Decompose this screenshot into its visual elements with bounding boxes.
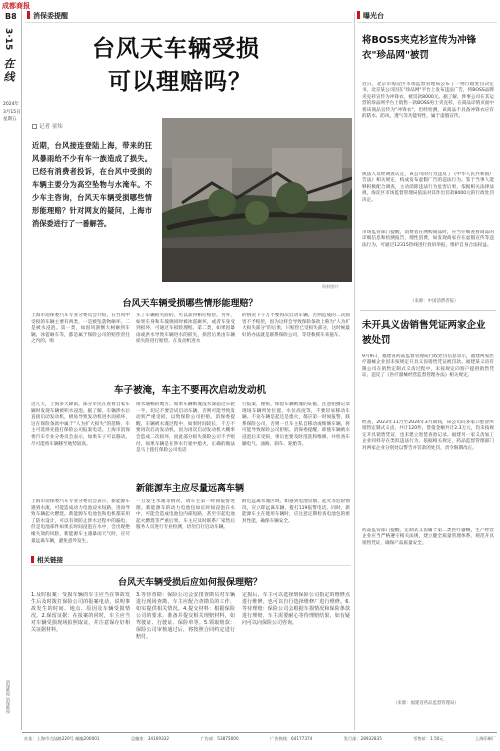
section2-col1: 这几天，上海多天降雨，部分市民在查看自家车辆时发现车辆被积水浸泡。据了解，车辆涉水后直接启动发动机，极易导致发动机进水而损坏，这在保险条款中属于"人为扩大损失"的范畴，车主可选择先拨打保险公司报案电话。上海市消保委汽车专业分委员会表示，如果车子可以移动，尽可能将车辆移至地势较高、 <box>31 402 130 447</box>
footer-ads: 广告部：53875000 <box>200 736 239 741</box>
section-brand: 在线 <box>2 58 15 84</box>
section3-col2: 一旦发生水淹等情况，请车主第一时间报警处理。新能源车的动力电池包如长时间浸泡在水中，可能会造成电池包内部短路，甚至引起电池起火燃烧等严重后果。车主应及时联系厂家售后服务人员进行专业检测，切勿自行启动车辆。 <box>136 499 235 531</box>
news-photo <box>162 118 352 282</box>
masthead-logo: 成都商报 <box>2 2 30 10</box>
section3-col1: 上海市消保委汽车专业分委员会表示，新能源车遇到水淹，可能造成动力电池浸水短路，进而导致车辆起火燃烧。新能源车电池包和电机都采用了防水设计，可以有效防止涉水过程中的漏电，但是电池部件如果长时间浸泡在水中，会出现绝缘失效的风险，新能源车主遇暴雨天气时，应尽量远离车辆，避免意外发生。 <box>31 499 130 544</box>
section4-col1: 1.及时报案：受损车辆的车主应当在事故发生后及时拨打保险公司的报案电话，说明事故发生的时间、地点、原因及车辆受损情况。2.保留证据：在报案的同时，车主应当对车辆受损现场拍照取证，并注意保存好相关证据材料。 <box>31 592 130 633</box>
right-headline-1: 将BOSS夹克衫宣传为冲锋衣"珍品网"被罚 <box>362 35 477 61</box>
right-source-1: （来源：中国消费者报） <box>410 299 459 304</box>
section3-col3: 附近远离水淹区域，如遇到电池冒烟、起火等危险情况，应立即远离车辆，拨打119报警电话。同时，新能源车主在使用车辆时，应注意定期检查电池包的密封性能，确保车辆安全。 <box>242 499 350 524</box>
section4-title: 台风天车辆受损后应如何报保理赔？ <box>117 578 262 588</box>
section1-title: 台风天车辆受损哪些情形能理赔？ <box>122 299 258 309</box>
right-body-5: 经查，2023年11月至2024年3月期间，该公司向多家口腔诊所销售定制式义齿，共计120件，货值金额共计2.3万元，均未按规定开具销售凭证，也未建立进货查验记录。福建另一家义齿加工企业同样存在类似违法行为。依据相关规定，药品监督管理部门对两家企业分别处以警告并罚款的处罚，责令限期改正。 <box>362 420 494 451</box>
section2-title: 车子被淹，车主不要再次启动发动机 <box>113 385 266 396</box>
footer-address: 社址：上海市大陆路220号 邮编200001 <box>24 736 100 741</box>
date-year: 2024年 <box>3 102 19 107</box>
right-body-1: 近日，北京市海淀区市场监督管理局公布了一则行政处罚决定书，北京某公司因在"珍品网"平台上发布违法广告，将BOSS品牌夹克衫宣传为冲锋衣，被罚款8000元。据了解，涉事公司在其运营的珍品网平台上销售一款BOSS男士夹克衫，在商品详情页面中将该商品宣传为"冲锋衣"，但经检测，该商品不具备冲锋衣应有的防水、防风、透气等功能特性，属于虚假宣传。 <box>362 82 494 120</box>
date-weekday: 星期五 <box>3 117 17 122</box>
top-rule-right <box>357 22 497 23</box>
right-headline-2: 未开具义齿销售凭证两家企业被处罚 <box>362 320 486 346</box>
photo-credit: 资料图片 <box>322 284 339 289</box>
section-tag-right: 曝光台 <box>357 11 384 21</box>
footer-rule <box>22 732 497 733</box>
byline-icon <box>32 124 37 129</box>
top-rule <box>25 22 352 23</box>
date-day: 3月15日 <box>3 110 21 115</box>
right-body-4: 9月9日，福建省药品监督管理局行政处罚信息显示，福建两家医疗器械企业因未按规定开具义齿销售凭证被罚款。福建某义齿有限公司在销售定制式义齿过程中，未按规定向客户提供销售凭证，违反了《医疗器械经营监督管理办法》相关规定。 <box>362 354 494 379</box>
right-body-6: 药品监管部门提醒，定制式义齿属于第二类医疗器械，生产经营企业应当严格遵守相关法规，建立健全质量管理体系，规范开具销售凭证，确保产品质量安全。 <box>362 528 494 546</box>
headline-line1: 台风天车辆受损 <box>92 36 260 62</box>
headline-line2: 可以理赔吗？ <box>108 69 252 95</box>
section1-col2: 买了车辆损失险的，可以获得相应赔偿。另外，如果车身和车玻璃同时被冰雹砸坏，或者车身受到损坏，可通过车损险理赔。第二类，如果因暴雨或洪水导致车辆进水的损失，损害后果由车辆损失险进行赔偿。在发动机进水 <box>136 313 235 345</box>
right-body-3: 市场监管部门提醒，消费者在网购商品时，应当仔细查看商品的详细信息和检测报告，理性消费，如发现商家存在虚假宣传等违法行为，可通过12315热线进行投诉举报，维护自身合法权益。 <box>362 230 494 248</box>
fallen-tree-illustration <box>162 118 352 282</box>
section1-col1: 上海市消保委汽车专业分委员会介绍，在台风中受损的车辆主要有两类，一是被坠落物砸坏，二是被水浸泡。第一类，如因风刮倒大树砸到车辆、冰雹砸车等，都是属于保险公司的赔偿责任之内的。购 <box>31 313 130 345</box>
sidebar-bottom-text: 消保维权 消保维权 <box>6 680 11 714</box>
byline: 记者 童炜 <box>32 122 63 130</box>
footer-editor: 总编室：34109332 <box>131 736 170 741</box>
right-divider <box>360 310 496 311</box>
right-body-2: 执法人员经调查认定，该公司的行为违反了《中华人民共和国广告法》相关规定，构成发布虚假广告的违法行为。鉴于当事人能够积极配合调查，主动消除违法行为危害后果，依据相关法律法规，海淀区市场监督管理局依法对其作出罚款8000元的行政处罚决定。 <box>362 172 494 203</box>
related-link-tag: 相关链接 <box>31 555 63 564</box>
section4-col2: 3.等待查勘：保险公司会安排查勘员对车辆进行现场查勘，车主应配合查勘员的工作，如实提供相关情况。4.提交材料：根据保险公司的要求，准备并提交相关理赔材料，如驾驶证、行驶证、保险单等。5.领取赔款：保险公司审核通过后，将按照合同约定进行赔付。 <box>136 592 235 640</box>
related-rule <box>31 565 351 566</box>
lead-paragraph: 近期，台风接连登陆上海，带来的狂风暴雨给不少有车一族造成了损失。已经有消费者投诉，在台风中受损的车辆主要分为高空坠物与水淹车。不少车主咨询，台风天车辆受损哪些情形能理赔？针对网友的疑问，上海市消保委进行了一番解答。 <box>32 141 152 228</box>
sidebar-divider <box>21 10 22 730</box>
section-315: 3·15 <box>3 28 13 51</box>
section4-col3: 定损后，车主可以选择到保险公司指定的维修点进行维修，也可以自行选择维修厂进行维修。6.等待理赔：保险公司会根据车损情况和保险条款进行理赔，车主需要耐心等待理赔结果，如有疑问可以向保险公司咨询。 <box>242 592 350 626</box>
footer-distribution: 发行部：28932835 <box>343 736 382 741</box>
footer-ad-hotline: 广告热线：64177374 <box>270 736 313 741</box>
section-tag-left: 消保委提醒 <box>27 11 68 21</box>
footer-printer: 上海印刷厂 <box>475 736 496 741</box>
footer-price: 零售价：1.50元 <box>413 736 444 741</box>
right-source-2: （来源：福建省药品监督管理局） <box>393 701 459 706</box>
column-divider <box>354 12 355 730</box>
page-number: B8 <box>5 12 17 21</box>
section1-col3: 的情况下千万不要再次启动车辆。否则造成的二次损害不予赔偿，因为这样会导致保险条款上称为"人为扩大损失部分"的后果，只赔偿已受损失部分，这时候最好的办法就是联系保险公司，等待救援车来拖车。 <box>242 313 350 338</box>
section2-col2: 排水通畅的地方。如果车辆被淹没水深超过车轮一半，切记不要尝试启动车辆，否则可能导致发动机严重受损，以致保险公司拒赔。消保委提醒，车辆被水淹过程中，如果时间较长，千万不要再次启动发动机，因为再次启动发动机大概率会造成二次损坏，而此部分损失保险公司不予赔付，如果车辆是在涉水行驶中熄火，正确的做法是马上拨打保险公司电话 <box>136 402 235 454</box>
section3-title: 新能源车主应尽量远离车辆 <box>135 484 244 494</box>
footer-bar <box>24 736 496 742</box>
section2-col3: 行报案，理赔，保留车辆被淹的证据，注意拍摄记录现场车辆所处位置、水位高度等，不要轻易移动车辆。不论车辆是起还是熄火，都应第一时间报警、联系保险公司，否则一旦车主私自移动或维修车辆，将可能导致保险公司拒赔。消保委提醒，即使车辆被水浸泡后未受损，事后也要及时清洗和维修，并检查车辆电气、油路、刹车、轮胎等。 <box>242 402 350 447</box>
